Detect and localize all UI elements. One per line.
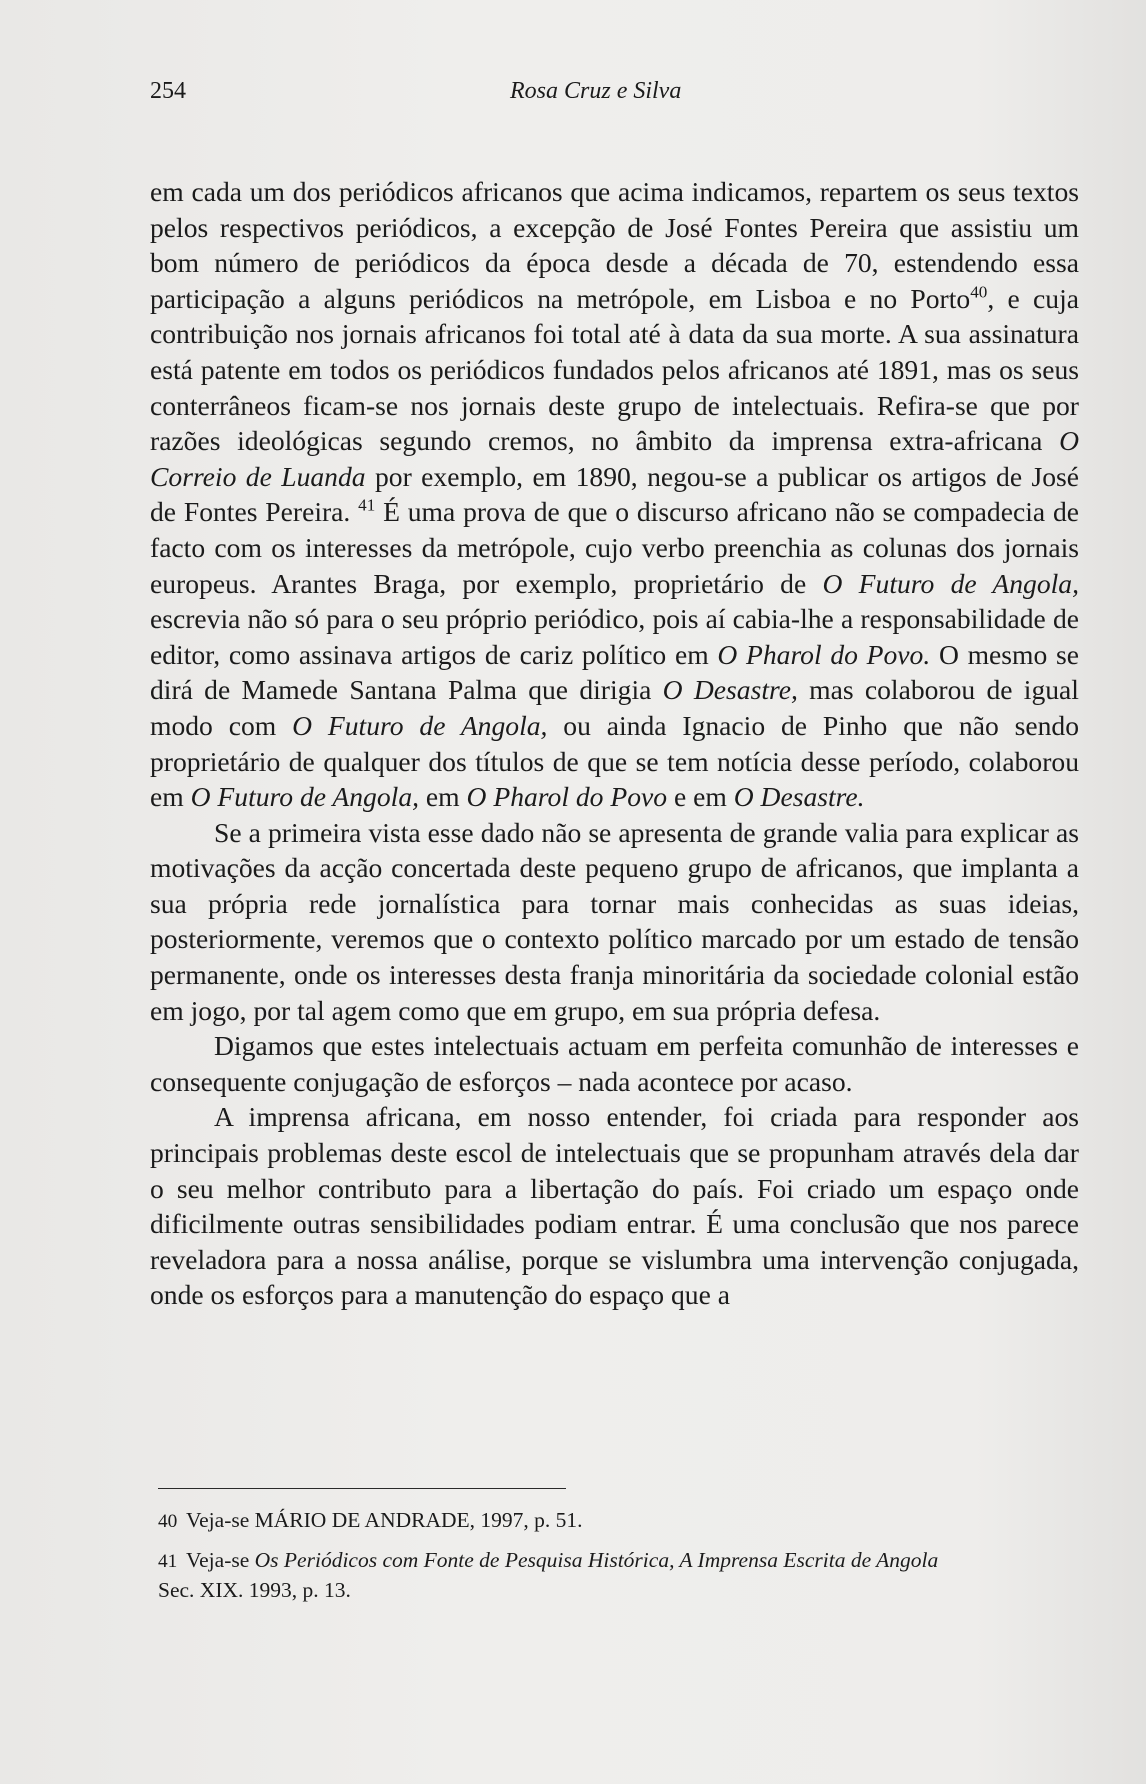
footnote-source-title: Os Periódicos com Fonte de Pesquisa Histórica, A Imprensa Escrita de Angola (254, 1548, 939, 1572)
paragraph-3: Digamos que estes intelectuais actuam em perfeita comunhão de interesses e consequente conjugação de esforços – nada acontece por acaso. (150, 1030, 1079, 1097)
footnote-number: 41 (158, 1551, 178, 1572)
text-run: mas colaborou de igual modo com (150, 674, 1079, 741)
text-run: escrevia não só para o seu próprio periódico, pois aí cabia-lhe a responsabilidade de editor, como assinava artigos de cariz político em (150, 603, 1079, 670)
paragraph-2: Se a primeira vista esse dado não se apresenta de grande valia para explicar as motivações da acção concertada deste pequeno grupo de africanos, que implanta a sua própria rede jornalística para tornar mais conhecidas as suas ideias, posteriormente, veremos que o contexto político marcado por um estado de tensão permanente, onde os interesses desta franja minoritária da sociedade colonial estão em jogo, por tal agem como que em grupo, em sua própria defesa. (150, 816, 1079, 1026)
periodical-title: O Pharol do Povo. (717, 638, 931, 670)
text-run: , e cuja contribuição nos jornais africanos foi total até à data da sua morte. A sua assinatura está patente em todos os periódicos fundados pelos africanos até 1891, mas os seus conterrâneos ficam-se nos jornais deste grupo de intelectuais. Refira-se que por razões ideológicas segundo cremos, no âmbito da imprensa extra-africana (150, 282, 1079, 457)
running-head-author: Rosa Cruz e Silva (510, 78, 682, 104)
text-run: em cada um dos periódicos africanos que acima indicamos, repartem os seus textos pelos respectivos periódicos, a excepção de José Fontes Pereira que assistiu um bom número de periódicos da época desde a década de 70, estendendo essa participação a alguns periódicos na metrópole, em Lisboa e no Porto (150, 176, 1079, 314)
periodical-title: O Desastre. (733, 781, 865, 813)
periodical-title: O Futuro de Angola, (822, 567, 1079, 599)
paragraph-4: A imprensa africana, em nosso entender, foi criada para responder aos principais problemas deste escol de intelectuais que se propunham através dela dar o seu melhor contributo para a libertação do país. Foi criado um espaço onde dificilmente outras sensibilidades podiam entrar. É uma conclusão que nos parece reveladora para a nossa análise, porque se vislumbra uma intervenção conjugada, onde os esforços para a manutenção do espaço que a (150, 1101, 1079, 1311)
footnote-number: 40 (158, 1511, 178, 1532)
text-run: e em (667, 781, 734, 813)
text-run: em (419, 781, 467, 813)
footnote-tail: Sec. XIX. 1993, p. 13. (158, 1578, 351, 1602)
periodical-title: O Futuro de Angola, (292, 709, 548, 741)
footnote-text: Veja-se MÁRIO DE ANDRADE, 1997, p. 51. (186, 1508, 583, 1532)
footnotes (158, 1506, 1079, 1614)
footnote-separator (158, 1488, 566, 1489)
periodical-title: O Correio de Luanda (150, 425, 1079, 492)
body-text (150, 174, 1079, 1313)
page-number: 254 (150, 78, 186, 104)
footnote-40 (158, 1506, 1079, 1536)
footnote-lead: Veja-se (186, 1548, 255, 1572)
page-header (150, 78, 1086, 118)
footnote-ref-41: 41 (358, 495, 376, 515)
periodical-title: O Desastre, (662, 674, 798, 706)
footnote-41 (158, 1546, 1079, 1604)
text-run: O mesmo se dirá de Mamede Santana Palma que dirigia (150, 638, 1079, 706)
footnote-ref-40: 40 (970, 282, 988, 302)
paragraph-1 (150, 174, 1079, 815)
text-run: É uma prova de que o discurso africano não se compadecia de facto com os interesses da metrópole, cujo verbo preenchia as colunas dos jornais europeus. Arantes Braga, por exemplo, proprietário de (150, 496, 1079, 599)
text-run: ou ainda Ignacio de Pinho que não sendo proprietário de qualquer dos títulos de que se tem notícia desse período, colaborou em (150, 709, 1079, 813)
periodical-title: O Pharol do Povo (466, 781, 668, 813)
periodical-title: O Futuro de Angola, (190, 781, 420, 813)
text-run: por exemplo, em 1890, negou-se a publicar os artigos de José de Fontes Pereira. (150, 460, 1079, 528)
